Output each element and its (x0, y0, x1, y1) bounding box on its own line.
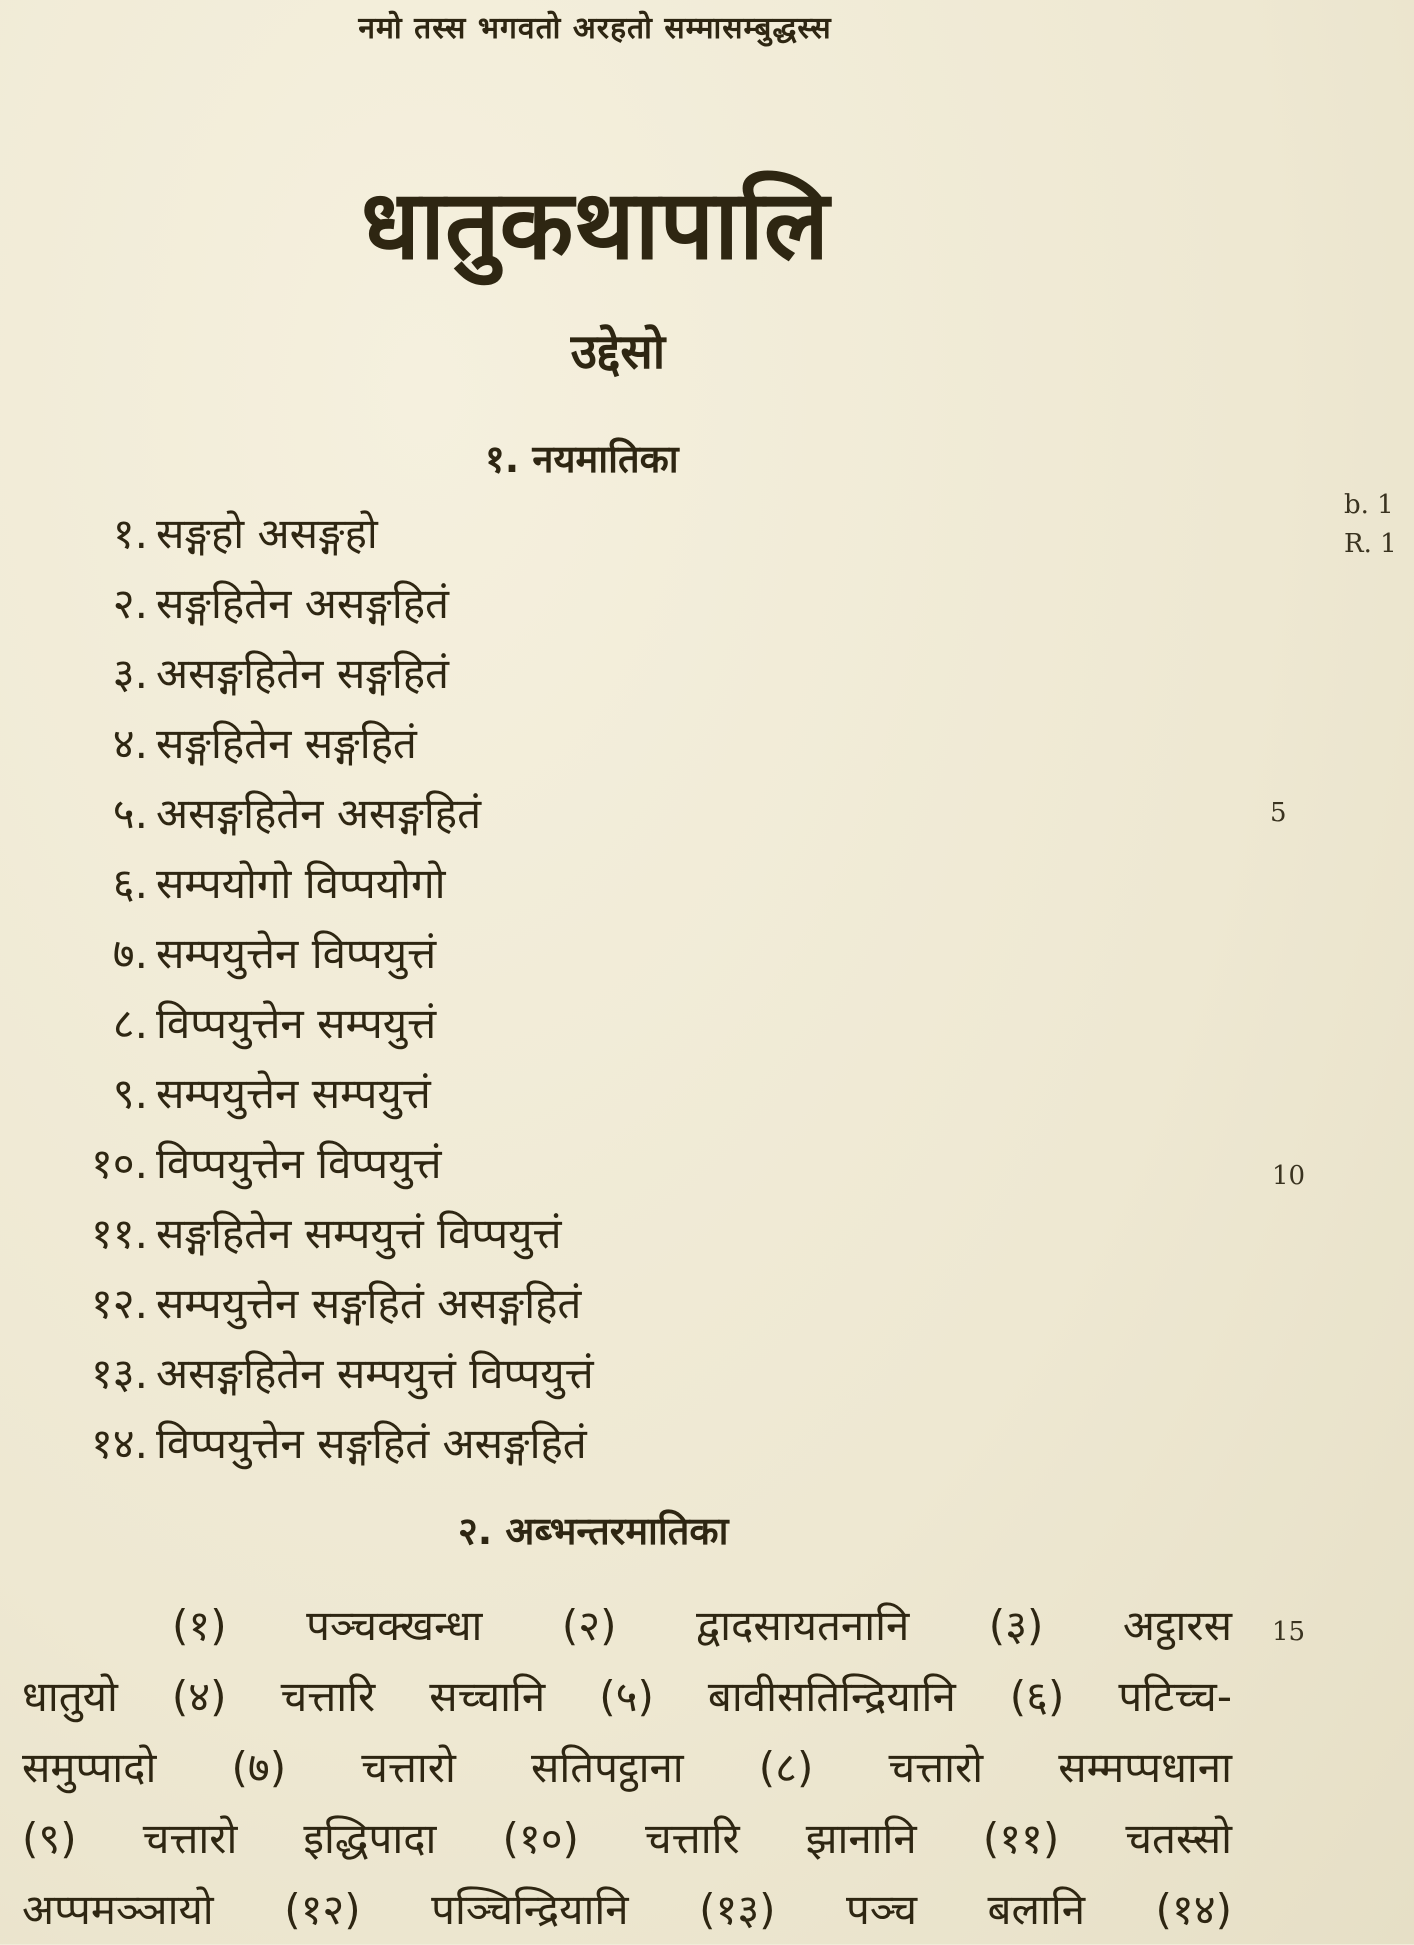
list-item (60, 1346, 594, 1402)
list-item-text: सङ्गहो असङ्गहो (156, 509, 378, 558)
list-item-text: सम्पयुत्तेन सङ्गहितं असङ्गहितं (156, 1279, 582, 1328)
list-item-text: विप्पयुत्तेन सङ्गहितं असङ्गहितं (156, 1419, 587, 1468)
list-item-number: ११. (90, 1209, 148, 1258)
list-item-number: ७. (112, 929, 148, 978)
list-item (60, 716, 417, 772)
list-item (60, 926, 436, 982)
list-item (60, 1066, 431, 1122)
list-item-text: असङ्गहितेन सम्पयुत्तं विप्पयुत्तं (156, 1349, 594, 1398)
paragraph-line: (१) पञ्चक्खन्धा (२) द्वादसायतनानि (३) अट्ठारस (172, 1601, 1232, 1650)
list-item (60, 1416, 587, 1472)
list-item (60, 856, 446, 912)
list-item-number: ५. (112, 789, 148, 838)
paragraph-line: धातुयो (४) चत्तारि सच्चानि (५) बावीसतिन्द्रियानि (६) पटिच्च- (22, 1672, 1232, 1721)
list-item-text: सङ्गहितेन असङ्गहितं (156, 579, 449, 628)
list-item-number: १३. (90, 1349, 148, 1398)
list-item-number: १४. (90, 1419, 148, 1468)
list-item (60, 576, 449, 632)
list-item-number: ९. (112, 1069, 148, 1118)
list-item-number: ६. (112, 859, 148, 908)
list-item-text: सम्पयोगो विप्पयोगो (156, 859, 446, 908)
list-item (60, 1136, 441, 1192)
list-item-text: असङ्गहितेन सङ्गहितं (156, 649, 449, 698)
section-heading-abbhantaramatika: २. अब्भन्तरमातिका (458, 1509, 729, 1553)
list-item-number: ८. (112, 999, 148, 1048)
paragraph-line: (९) चत्तारो इद्धिपादा (१०) चत्तारि झानानि (११) चतस्सो (22, 1814, 1232, 1863)
list-item (60, 786, 481, 842)
list-item-number: १२. (90, 1279, 148, 1328)
list-item-number: १. (112, 509, 148, 558)
list-item-text: विप्पयुत्तेन विप्पयुत्तं (156, 1139, 442, 1188)
margin-line-number-15: 15 (1272, 1617, 1306, 1647)
list-item-text: सङ्गहितेन सङ्गहितं (156, 719, 417, 768)
list-item-number: ४. (112, 719, 148, 768)
list-item (60, 1206, 562, 1262)
paragraph-line: समुप्पादो (७) चत्तारो सतिपट्ठाना (८) चत्तारो सम्मप्पधाना (22, 1743, 1232, 1792)
page-title: धातुकथापालि (361, 169, 829, 281)
list-item (60, 1276, 581, 1332)
list-item (60, 996, 436, 1052)
list-item-text: सङ्गहितेन सम्पयुत्तं विप्पयुत्तं (156, 1209, 562, 1258)
paragraph-line: अप्पमञ्ञायो (१२) पञ्चिन्द्रियानि (१३) पञ्च बलानि (१४) (22, 1885, 1232, 1934)
list-item (60, 646, 449, 702)
list-item-text: विप्पयुत्तेन सम्पयुत्तं (156, 999, 437, 1048)
list-item-text: सम्पयुत्तेन विप्पयुत्तं (156, 929, 437, 978)
margin-reference-b: b. 1 (1344, 490, 1394, 520)
list-item-text: सम्पयुत्तेन सम्पयुत्तं (156, 1069, 431, 1118)
list-item-number: २. (112, 579, 148, 628)
margin-line-number-5: 5 (1270, 798, 1287, 828)
margin-reference-r: R. 1 (1344, 529, 1397, 559)
margin-line-number-10: 10 (1272, 1161, 1306, 1191)
list-item-text: असङ्गहितेन असङ्गहितं (156, 789, 482, 838)
invocation-line: नमो तस्स भगवतो अरहतो सम्मासम्बुद्धस्स (358, 11, 832, 46)
list-item-number: १०. (90, 1139, 148, 1188)
section-heading-nayamatika: १. नयमातिका (485, 437, 679, 481)
section2-paragraph (22, 1590, 1232, 1945)
page-subtitle: उद्देसो (570, 324, 666, 380)
list-item (60, 506, 378, 562)
list-item-number: ३. (112, 649, 148, 698)
